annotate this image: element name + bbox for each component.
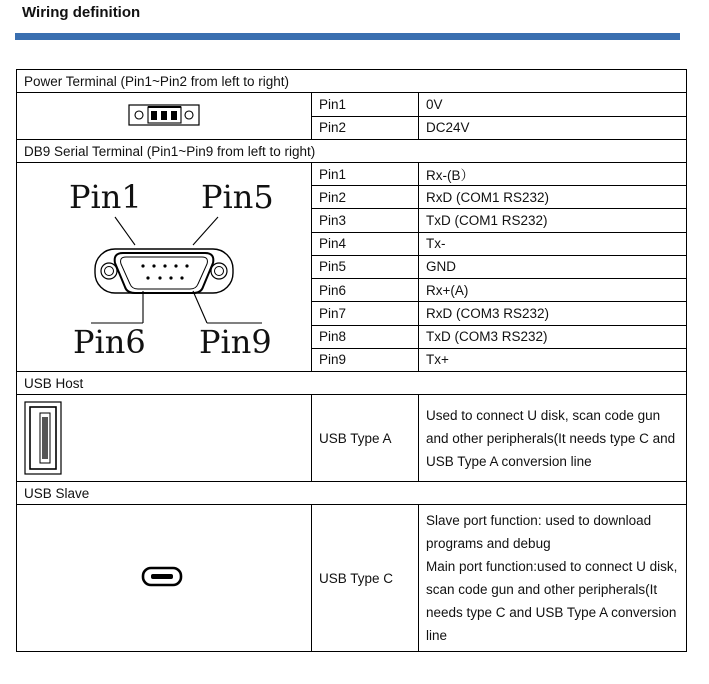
usb-slave-description-line: Main port function:used to connect U disk, scan code gun and other peripherals(It needs type C and USB Type A conversion line (426, 559, 678, 643)
usb-slave-image-cell (17, 505, 312, 652)
pin9-label: Pin9 (199, 323, 272, 361)
power-terminal-image-cell (17, 93, 312, 140)
pin-label: Pin8 (312, 325, 419, 348)
pin-label: Pin7 (312, 302, 419, 325)
usb-type-c-port-icon (17, 512, 312, 644)
table-row (17, 163, 687, 186)
pin-label: Pin5 (312, 255, 419, 278)
pin-value: Tx- (419, 232, 687, 255)
usb-host-image-cell (17, 395, 312, 482)
pin-value: TxD (COM3 RS232) (419, 325, 687, 348)
heading-rule (15, 33, 680, 40)
table-row (17, 505, 687, 652)
pin-value: DC24V (419, 116, 687, 140)
section-header-usb-slave (17, 482, 687, 505)
db9-connector-diagram (17, 163, 312, 371)
pin-value: Tx+ (419, 348, 687, 371)
pin-label: Pin4 (312, 232, 419, 255)
wiring-table (16, 69, 687, 652)
table-row (17, 395, 687, 482)
pin-label: Pin2 (312, 186, 419, 209)
usb-host-description: Used to connect U disk, scan code gun and other peripherals(It needs type C and USB Type A conversion line (419, 395, 687, 482)
pin-label: Pin1 (312, 163, 419, 186)
pin-label: Pin6 (312, 279, 419, 302)
pin-value: RxD (COM1 RS232) (419, 186, 687, 209)
section-header-db9 (17, 140, 687, 163)
usb-host-type: USB Type A (312, 395, 419, 482)
pin-label: Pin3 (312, 209, 419, 232)
power-terminal-connector-icon (17, 93, 312, 139)
pin-value: Rx+(A) (419, 279, 687, 302)
db9-terminal-title: DB9 Serial Terminal (Pin1~Pin9 from left to right) (17, 140, 687, 163)
pin-value: Rx-(B） (419, 163, 687, 186)
pin-value: GND (419, 255, 687, 278)
usb-type-a-port-icon (17, 395, 77, 481)
db9-diagram-cell (17, 163, 312, 372)
usb-slave-description (419, 505, 687, 652)
pin-label: Pin9 (312, 348, 419, 371)
pin1-label: Pin1 (69, 178, 142, 216)
section-header-power (17, 70, 687, 93)
power-terminal-title: Power Terminal (Pin1~Pin2 from left to right) (17, 70, 687, 93)
pin-value: RxD (COM3 RS232) (419, 302, 687, 325)
table-row (17, 93, 687, 117)
pin-value: TxD (COM1 RS232) (419, 209, 687, 232)
page-title: Wiring definition (22, 4, 141, 21)
db9-plug-icon (95, 249, 233, 293)
usb-slave-title: USB Slave (17, 482, 687, 505)
usb-host-title: USB Host (17, 372, 687, 395)
pin5-label: Pin5 (201, 178, 274, 216)
pin6-label: Pin6 (73, 323, 146, 361)
pin-value: 0V (419, 93, 687, 117)
usb-slave-type: USB Type C (312, 505, 419, 652)
usb-slave-description-line: Slave port function: used to download programs and debug (426, 513, 652, 551)
pin-label: Pin2 (312, 116, 419, 140)
section-header-usb-host (17, 372, 687, 395)
pin-label: Pin1 (312, 93, 419, 117)
